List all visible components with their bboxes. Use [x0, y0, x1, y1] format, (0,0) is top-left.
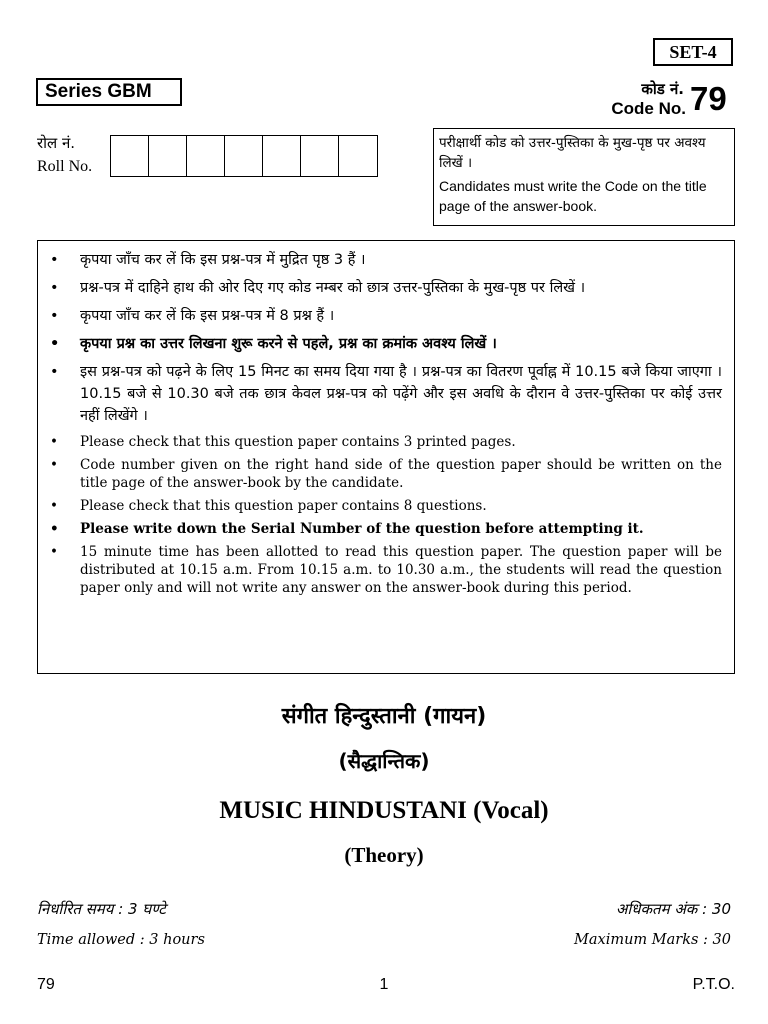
instruction-text: Please write down the Serial Number of the question before attempting it. — [80, 521, 644, 537]
roll-number-cell[interactable] — [225, 136, 263, 176]
bullet: • — [50, 280, 59, 296]
instruction-item-hindi — [50, 361, 722, 427]
bullet: • — [50, 544, 58, 560]
instruction-item-english — [50, 456, 722, 492]
series-label: Series GBM — [36, 78, 182, 106]
instruction-text: कृपया जाँच कर लें कि इस प्रश्न-पत्र में मुद्रित पृष्ठ 3 हैं । — [80, 252, 366, 268]
instruction-item-hindi — [50, 333, 722, 355]
instruction-item-hindi — [50, 305, 722, 327]
instruction-text: इस प्रश्न-पत्र को पढ़ने के लिए 15 मिनट का समय दिया गया है । प्रश्न-पत्र का वितरण पूर्वाह्न में 10.15 बजे किया जाएगा । 10.15 बजे से 10.30 बजे तक छात्र केवल प्रश्न-पत्र को पढ़ेंगे और इस अवधि के दौरान वे उत्तर-पुस्तिका पर कोई उत्तर नहीं लिखेंगे । — [80, 364, 722, 424]
page-number: 1 — [379, 976, 389, 993]
instruction-text: Please check that this question paper contains 3 printed pages. — [80, 434, 516, 450]
instruction-item-english — [50, 520, 722, 538]
bullet: • — [50, 364, 59, 380]
instruction-item-english — [50, 433, 722, 451]
time-allowed-english: Time allowed : 3 hours — [37, 932, 205, 948]
bullet: • — [50, 336, 60, 352]
roll-number-grid[interactable] — [110, 135, 378, 177]
instruction-text: प्रश्न-पत्र में दाहिने हाथ की ओर दिए गए कोड नम्बर को छात्र उत्तर-पुस्तिका के मुख-पृष्ठ पर लिखें । — [80, 280, 586, 296]
instruction-text: कृपया जाँच कर लें कि इस प्रश्न-पत्र में 8 प्रश्न हैं । — [80, 308, 335, 324]
instruction-item-english — [50, 497, 722, 515]
instruction-text: 15 minute time has been allotted to read this question paper. The question paper will be distributed at 10.15 a.m. From 10.15 a.m. to 10.30 a.m., the students will read the question paper only and will not write any answer on the answer-book during this period. — [80, 544, 722, 596]
instruction-text: Please check that this question paper contains 8 questions. — [80, 498, 487, 514]
maximum-marks-english: Maximum Marks : 30 — [574, 932, 731, 948]
roll-number-cell[interactable] — [263, 136, 301, 176]
subject-title-english: MUSIC HINDUSTANI (Vocal) — [219, 797, 549, 824]
candidate-note-english: Candidates must write the Code on the title page of the answer-book. — [439, 178, 707, 214]
maximum-marks-hindi: अधिकतम अंक : 30 — [615, 900, 731, 918]
code-label-hindi: कोड नं. — [641, 80, 684, 98]
bullet: • — [50, 521, 59, 537]
roll-number-cell[interactable] — [111, 136, 149, 176]
roll-label-english: Roll No. — [37, 158, 93, 175]
subject-subtitle-english: (Theory) — [344, 843, 424, 867]
candidate-note-box — [433, 128, 735, 226]
roll-number-cell[interactable] — [339, 136, 377, 176]
instructions-list — [50, 249, 722, 597]
roll-number-cell[interactable] — [187, 136, 225, 176]
code-number: 79 — [690, 80, 727, 117]
instruction-item-hindi — [50, 277, 722, 299]
bullet: • — [50, 308, 59, 324]
instruction-item-english — [50, 543, 722, 597]
time-allowed-hindi: निर्धारित समय : 3 घण्टे — [37, 900, 166, 918]
bullet: • — [50, 457, 58, 473]
subject-title-hindi: संगीत हिन्दुस्तानी (गायन) — [281, 704, 487, 729]
footer-code: 79 — [37, 976, 55, 993]
instruction-text: कृपया प्रश्न का उत्तर लिखना शुरू करने से पहले, प्रश्न का क्रमांक अवश्य लिखें । — [80, 336, 497, 352]
roll-label-hindi: रोल नं. — [37, 134, 76, 152]
pto-label: P.T.O. — [692, 976, 735, 993]
bullet: • — [50, 498, 58, 514]
roll-number-cell[interactable] — [149, 136, 187, 176]
roll-number-cell[interactable] — [301, 136, 339, 176]
candidate-note-hindi: परीक्षार्थी कोड को उत्तर-पुस्तिका के मुख-पृष्ठ पर अवश्य लिखें । — [439, 135, 706, 171]
code-label-english: Code No. — [611, 99, 686, 118]
instruction-text: Code number given on the right hand side of the question paper should be written on the title page of the answer-book by the candidate. — [80, 457, 722, 491]
bullet: • — [50, 434, 58, 450]
set-label: SET-4 — [653, 38, 733, 66]
instructions-box — [37, 240, 735, 674]
instruction-item-hindi — [50, 249, 722, 271]
bullet: • — [50, 252, 59, 268]
subject-subtitle-hindi: (सैद्धान्तिक) — [338, 749, 430, 773]
